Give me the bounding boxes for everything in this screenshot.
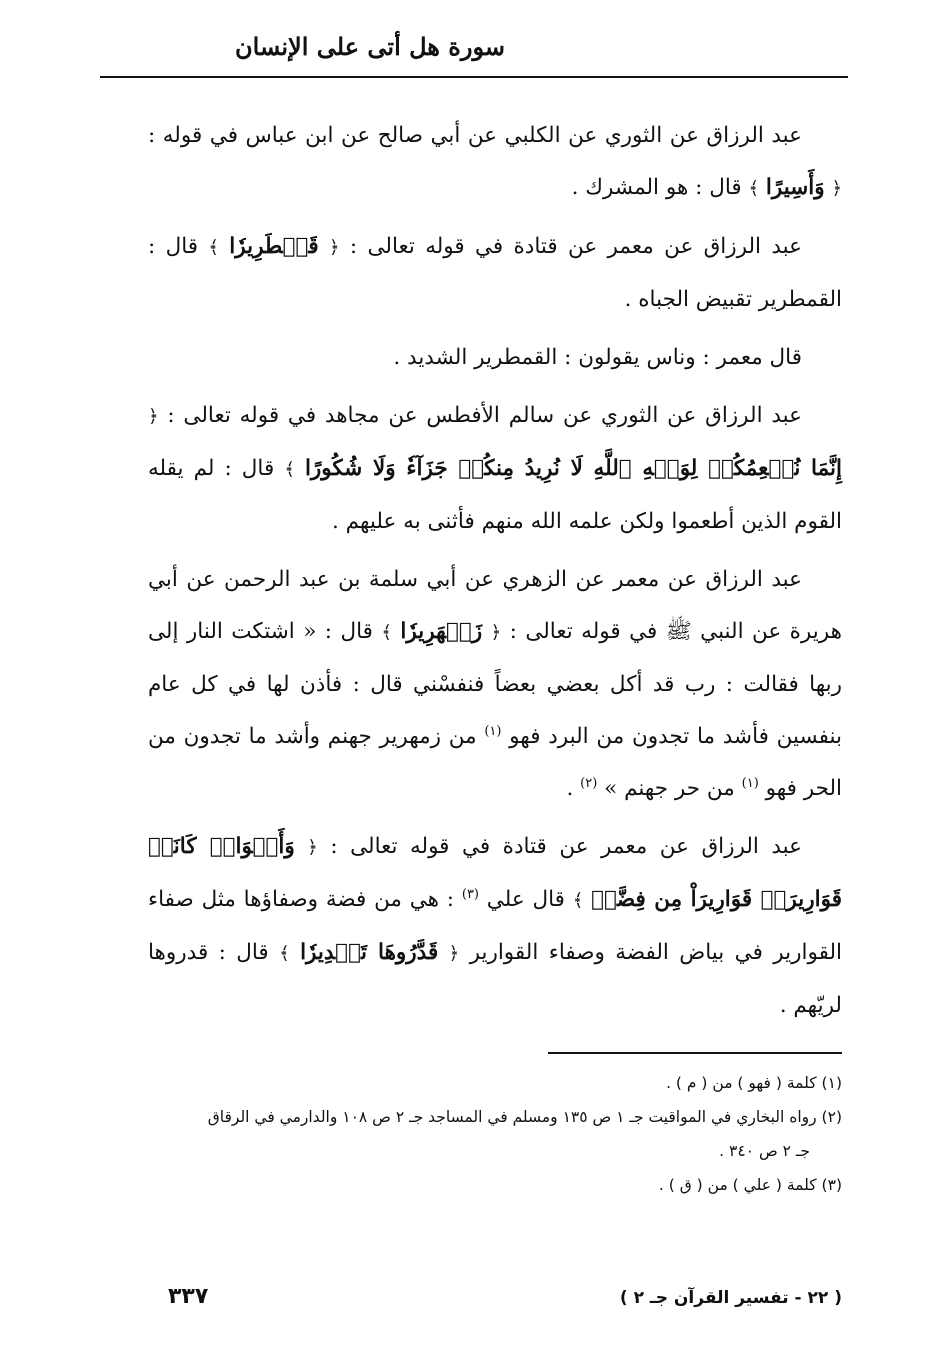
paragraph-text: قال : هو المشرك . [571, 175, 749, 200]
quran-bracket-open: ﴿ [307, 837, 318, 858]
paragraph-text: عبد الرزاق عن الثوري عن سالم الأفطس عن مجاهد في قوله تعالى : [158, 403, 802, 428]
quran-bracket-close: ﴾ [572, 890, 584, 911]
quran-verse: قَدَّرُوهَا تَقۡدِيرٗا [300, 940, 439, 965]
running-header-title: سورة هل أتى على الإنسان [235, 32, 505, 61]
quran-bracket-close: ﴾ [284, 459, 295, 480]
body-text [148, 110, 842, 1038]
paragraph-text: قال : لم يقله القوم الذين أطعموا ولكن علمه الله منهم فأثنى به عليهم . [148, 456, 842, 534]
footnote-marker[interactable]: (٢) [580, 775, 598, 791]
quran-verse: زَمۡهَرِيرٗا [400, 619, 483, 644]
paragraph-3 [148, 332, 842, 384]
paragraph-text: . [566, 776, 581, 801]
footnote-marker[interactable]: (١) [741, 775, 759, 791]
paragraph-6 [148, 821, 842, 1032]
quran-bracket-open: ﴿ [831, 178, 842, 199]
paragraph-text: من زمهرير جهنم وأشد ما تجدون من الحر فهو [148, 724, 842, 801]
footnotes [148, 1066, 842, 1202]
quran-verse: قَمۡطَرِيرٗا [229, 234, 319, 259]
quran-bracket-close: ﴾ [381, 622, 392, 643]
paragraph-text: عبد الرزاق عن معمر عن الزهري عن أبي سلمة بن عبد الرحمن عن أبي هريرة عن النبي ﷺ في قوله تعالى : [148, 567, 842, 644]
paragraph-text: قال : القمطرير تقبيض الجباه . [148, 234, 842, 312]
quran-bracket-open: ﴿ [448, 943, 460, 964]
paragraph-4 [148, 390, 842, 548]
paragraph-text: عبد الرزاق عن معمر عن قتادة في قوله تعالى : [317, 834, 802, 859]
footnote-1: (١) كلمة ( فهو ) من ( م ) . [666, 1074, 842, 1092]
paragraph-text: قال علي [479, 887, 573, 912]
paragraph-text: قال : قدروها لريّهم . [148, 940, 842, 1018]
footnote-marker[interactable]: (٣) [461, 886, 479, 902]
footnote-3: (٣) كلمة ( علي ) من ( ق ) . [658, 1176, 842, 1194]
footnote-marker[interactable]: (١) [484, 723, 502, 739]
header-rule [100, 76, 848, 78]
quran-verse: وَأَكۡوَابٖ كَانَتۡ قَوَارِيرَا۠ قَوَارِيرَاْ مِن فِضَّةٖ [148, 834, 842, 912]
footnote-2: (٢) رواه البخاري في المواقيت جـ ١ ص ١٣٥ ومسلم في المساجد جـ ٢ ص ١٠٨ والدارمي في الرقاق [207, 1108, 842, 1126]
quran-verse: إِنَّمَا نُطۡعِمُكُمۡ لِوَجۡهِ ٱللَّهِ لَا نُرِيدُ مِنكُمۡ جَزَآءٗ وَلَا شُكُورًا [304, 456, 842, 481]
paragraph-5 [148, 554, 842, 815]
page-number: ٣٣٧ [168, 1284, 209, 1309]
footnote-2-continued: جـ ٢ ص ٣٤٠ . [719, 1142, 810, 1160]
paragraph-1 [148, 110, 842, 215]
quran-verse: وَأَسِيرًا [765, 175, 825, 200]
paragraph-text: قال معمر : وناس يقولون : القمطرير الشديد . [393, 345, 802, 370]
volume-signature: ( ٢٢ - تفسير القرآن جـ ٢ ) [619, 1288, 842, 1308]
paragraph-text: من حر جهنم » [597, 776, 742, 801]
paragraph-text: عبد الرزاق عن معمر عن قتادة في قوله تعالى : [339, 234, 802, 259]
paragraph-text: : هي من فضة وصفاؤها مثل صفاء القوارير في بياض الفضة وصفاء القوارير [148, 887, 842, 965]
quran-bracket-open: ﴿ [329, 237, 340, 258]
footnote-rule [548, 1052, 842, 1054]
quran-bracket-open: ﴿ [490, 622, 502, 643]
paragraph-text: قال : « اشتكت النار إلى ربها فقالت : رب قد أكل بعضي بعضاً فنفسْني قال : فأذن لها في كل عام بنفسين فأشد ما تجدون من البرد فهو [148, 619, 842, 749]
quran-bracket-close: ﴾ [748, 178, 760, 199]
quran-bracket-open: ﴿ [148, 406, 159, 427]
paragraph-2 [148, 221, 842, 326]
paragraph-text: عبد الرزاق عن الثوري عن الكلبي عن أبي صالح عن ابن عباس في قوله : [148, 123, 802, 148]
quran-bracket-close: ﴾ [279, 943, 290, 964]
quran-bracket-close: ﴾ [208, 237, 219, 258]
